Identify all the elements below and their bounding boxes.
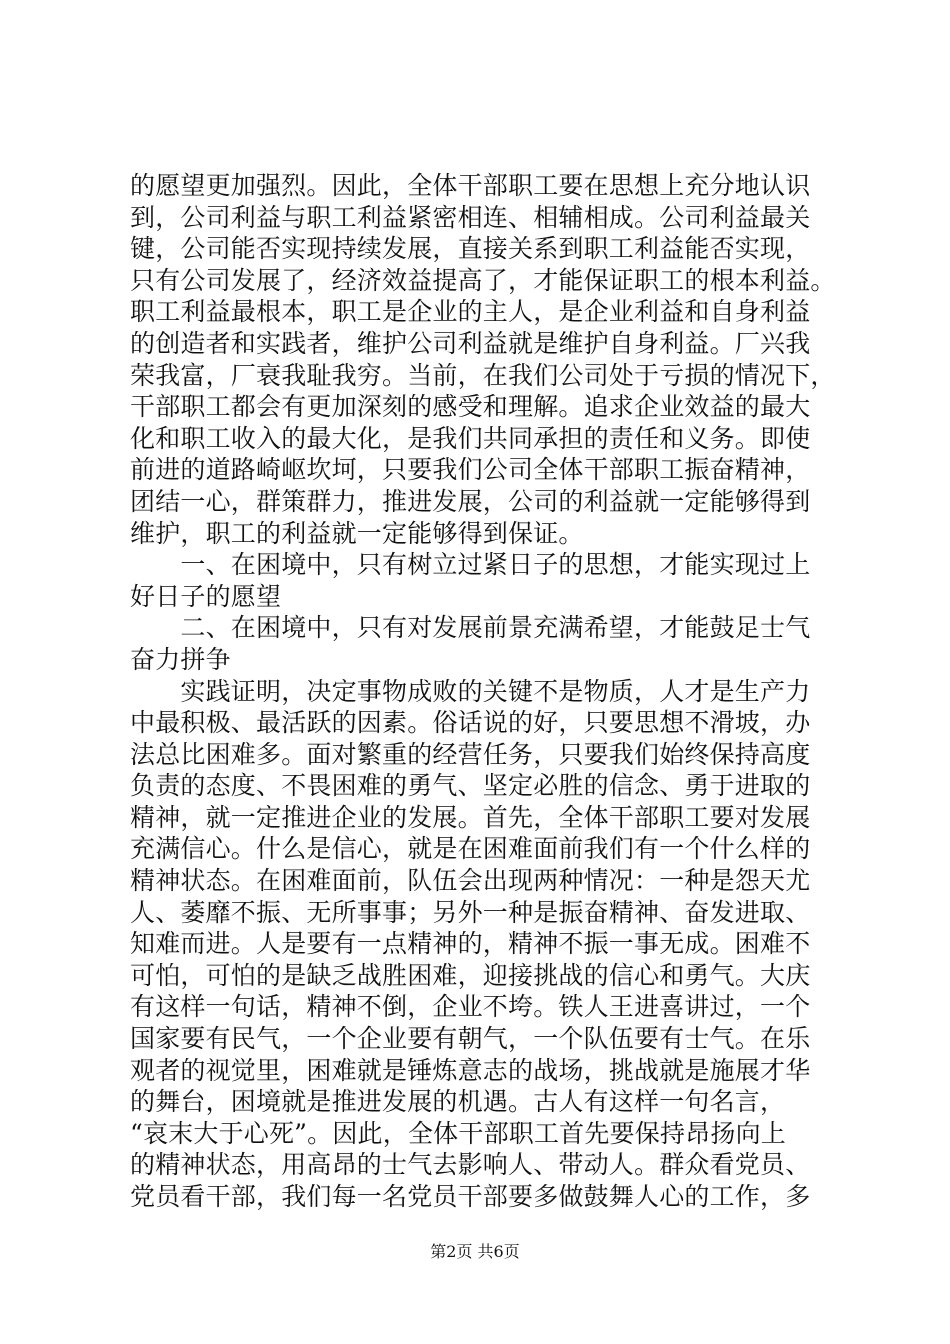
text-line: 一、在困境中，只有树立过紧日子的思想，才能实现过上 bbox=[130, 550, 811, 580]
text-line: 精神状态。在困难面前，队伍会出现两种情况：一种是怨天尤 bbox=[130, 866, 811, 896]
text-line: 人、萎靡不振、无所事事；另外一种是振奋精神、奋发进取、 bbox=[130, 897, 811, 927]
text-line: 二、在困境中，只有对发展前景充满希望，才能鼓足士气 bbox=[130, 613, 811, 643]
text-line: 法总比困难多。面对繁重的经营任务，只要我们始终保持高度 bbox=[130, 739, 811, 769]
text-line: 的舞台，困境就是推进发展的机遇。古人有这样一句名言， bbox=[130, 1087, 786, 1117]
text-line: 可怕，可怕的是缺乏战胜困难，迎接挑战的信心和勇气。大庆 bbox=[130, 960, 811, 990]
text-line: 有这样一句话，精神不倒，企业不垮。铁人王进喜讲过，一个 bbox=[130, 992, 811, 1022]
text-line: 团结一心，群策群力，推进发展，公司的利益就一定能够得到 bbox=[130, 486, 811, 516]
text-line: 知难而进。人是要有一点精神的，精神不振一事无成。困难不 bbox=[130, 929, 811, 959]
text-line: 职工利益最根本，职工是企业的主人，是企业利益和自身利益 bbox=[130, 297, 811, 327]
text-line: 化和职工收入的最大化，是我们共同承担的责任和义务。即使 bbox=[130, 423, 811, 453]
text-line: 负责的态度、不畏困难的勇气、坚定必胜的信念、勇于进取的 bbox=[130, 771, 811, 801]
text-line: 充满信心。什么是信心，就是在困难面前我们有一个什么样的 bbox=[130, 834, 811, 864]
text-line: 前进的道路崎岖坎坷，只要我们公司全体干部职工振奋精神， bbox=[130, 455, 811, 485]
page-footer: 第2页 共6页 bbox=[430, 1242, 520, 1261]
text-line: 党员看干部，我们每一名党员干部要多做鼓舞人心的工作，多 bbox=[130, 1182, 811, 1211]
text-line: 奋力拼争 bbox=[130, 644, 231, 674]
text-line: “哀末大于心死”。因此，全体干部职工首先要保持昂扬向上 bbox=[130, 1118, 786, 1148]
text-line: 实践证明，决定事物成败的关键不是物质，人才是生产力 bbox=[130, 676, 811, 706]
text-line: 观者的视觉里，困难就是锤炼意志的战场，挑战就是施展才华 bbox=[130, 1055, 811, 1085]
text-line: 到，公司利益与职工利益紧密相连、相辅相成。公司利益最关 bbox=[130, 202, 811, 232]
text-line: 中最积极、最活跃的因素。俗话说的好，只要思想不滑坡，办 bbox=[130, 708, 811, 738]
text-line: 维护，职工的利益就一定能够得到保证。 bbox=[130, 518, 584, 548]
text-line: 荣我富，厂衰我耻我穷。当前，在我们公司处于亏损的情况下， bbox=[130, 360, 836, 390]
text-line: 只有公司发展了，经济效益提高了，才能保证职工的根本利益。 bbox=[130, 265, 836, 295]
document-body bbox=[130, 170, 840, 1213]
text-line: 的精神状态，用高昂的士气去影响人、带动人。群众看党员、 bbox=[130, 1150, 811, 1180]
text-line: 键，公司能否实现持续发展，直接关系到职工利益能否实现， bbox=[130, 234, 811, 264]
text-line: 的愿望更加强烈。因此，全体干部职工要在思想上充分地认识 bbox=[130, 171, 811, 200]
text-line: 国家要有民气，一个企业要有朝气，一个队伍要有士气。在乐 bbox=[130, 1024, 811, 1054]
text-line: 好日子的愿望 bbox=[130, 581, 282, 611]
text-line: 的创造者和实践者，维护公司利益就是维护自身利益。厂兴我 bbox=[130, 328, 811, 358]
text-line: 干部职工都会有更加深刻的感受和理解。追求企业效益的最大 bbox=[130, 392, 811, 422]
text-line: 精神，就一定推进企业的发展。首先，全体干部职工要对发展 bbox=[130, 802, 811, 832]
